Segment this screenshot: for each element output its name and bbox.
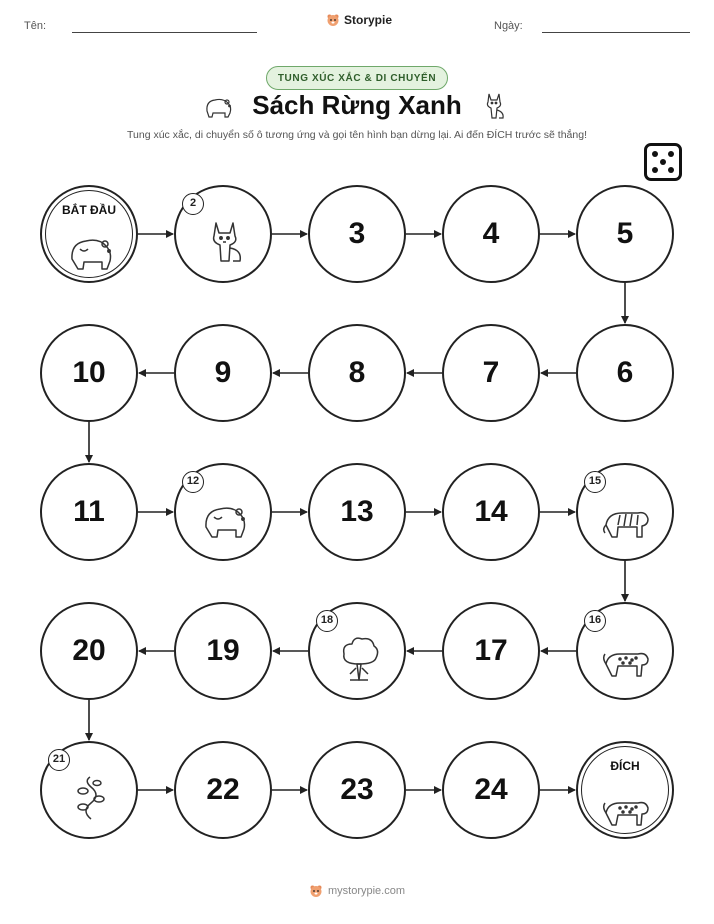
board-cell-16[interactable] <box>576 602 674 700</box>
page-title: Sách Rừng Xanh <box>252 90 462 120</box>
cell-corner-number: 21 <box>48 749 70 771</box>
board-cell-14[interactable] <box>442 463 540 561</box>
board-cell-6[interactable] <box>576 324 674 422</box>
board-cell-23[interactable] <box>308 741 406 839</box>
cell-number: 6 <box>616 356 634 389</box>
cell-tag: BẮT ĐẦU <box>62 203 116 217</box>
tiger-icon <box>602 495 652 545</box>
board-cell-17[interactable] <box>442 602 540 700</box>
cell-number: 5 <box>616 217 634 250</box>
footer-url[interactable]: mystorypie.com <box>327 885 406 897</box>
date-label: Ngày: <box>494 20 523 32</box>
footer <box>0 884 714 898</box>
activity-badge: TUNG XÚC XẮC & DI CHUYỂN <box>266 66 448 90</box>
cell-number: 10 <box>72 356 106 389</box>
cell-tag: ĐÍCH <box>610 759 640 773</box>
cell-number: 9 <box>214 356 232 389</box>
board-cell-start[interactable] <box>40 185 138 283</box>
board-cell-5[interactable] <box>576 185 674 283</box>
board-cell-13[interactable] <box>308 463 406 561</box>
bear-icon <box>200 495 250 545</box>
name-label: Tên: <box>24 20 47 32</box>
cell-corner-number: 15 <box>584 471 606 493</box>
cell-number: 14 <box>474 495 508 528</box>
leopard-icon <box>602 634 652 684</box>
board-cell-7[interactable] <box>442 324 540 422</box>
board-cell-9[interactable] <box>174 324 272 422</box>
cell-number: 19 <box>206 634 240 667</box>
board-cell-3[interactable] <box>308 185 406 283</box>
board-cell-19[interactable] <box>174 602 272 700</box>
cell-number: 4 <box>482 217 500 250</box>
cell-corner-number: 12 <box>182 471 204 493</box>
cell-number: 17 <box>474 634 508 667</box>
storypie-mascot-icon <box>309 884 323 898</box>
cell-number: 23 <box>340 773 374 806</box>
board-cell-18[interactable] <box>308 602 406 700</box>
cell-number: 7 <box>482 356 500 389</box>
cell-number: 20 <box>72 634 106 667</box>
instructions: Tung xúc xắc, di chuyển số ô tương ứng và gọi tên hình bạn dừng lại. Ai đến ĐÍCH trước sẽ thắng! <box>126 129 587 141</box>
cell-corner-number: 2 <box>182 193 204 215</box>
tree-icon <box>334 634 384 684</box>
board-cell-22[interactable] <box>174 741 272 839</box>
cell-number: 13 <box>340 495 374 528</box>
board-cell-24[interactable] <box>442 741 540 839</box>
leopard-icon <box>602 783 652 833</box>
board-cell-12[interactable] <box>174 463 272 561</box>
cell-number: 24 <box>474 773 508 806</box>
cell-corner-number: 16 <box>584 610 606 632</box>
cell-number: 22 <box>206 773 240 806</box>
cell-number: 3 <box>348 217 366 250</box>
vine-icon <box>66 773 116 823</box>
cell-corner-number: 18 <box>316 610 338 632</box>
wolf-icon <box>200 217 250 267</box>
board-cell-2[interactable] <box>174 185 272 283</box>
board-cell-10[interactable] <box>40 324 138 422</box>
board-cell-15[interactable] <box>576 463 674 561</box>
cell-number: 11 <box>73 495 105 528</box>
board-cell-20[interactable] <box>40 602 138 700</box>
bear-icon <box>66 227 116 277</box>
brand-name: Storypie <box>344 13 393 27</box>
board-cell-21[interactable] <box>40 741 138 839</box>
board-cell-4[interactable] <box>442 185 540 283</box>
board-cell-finish[interactable] <box>576 741 674 839</box>
cell-number: 8 <box>348 356 366 389</box>
board-cell-8[interactable] <box>308 324 406 422</box>
board-cell-11[interactable] <box>40 463 138 561</box>
